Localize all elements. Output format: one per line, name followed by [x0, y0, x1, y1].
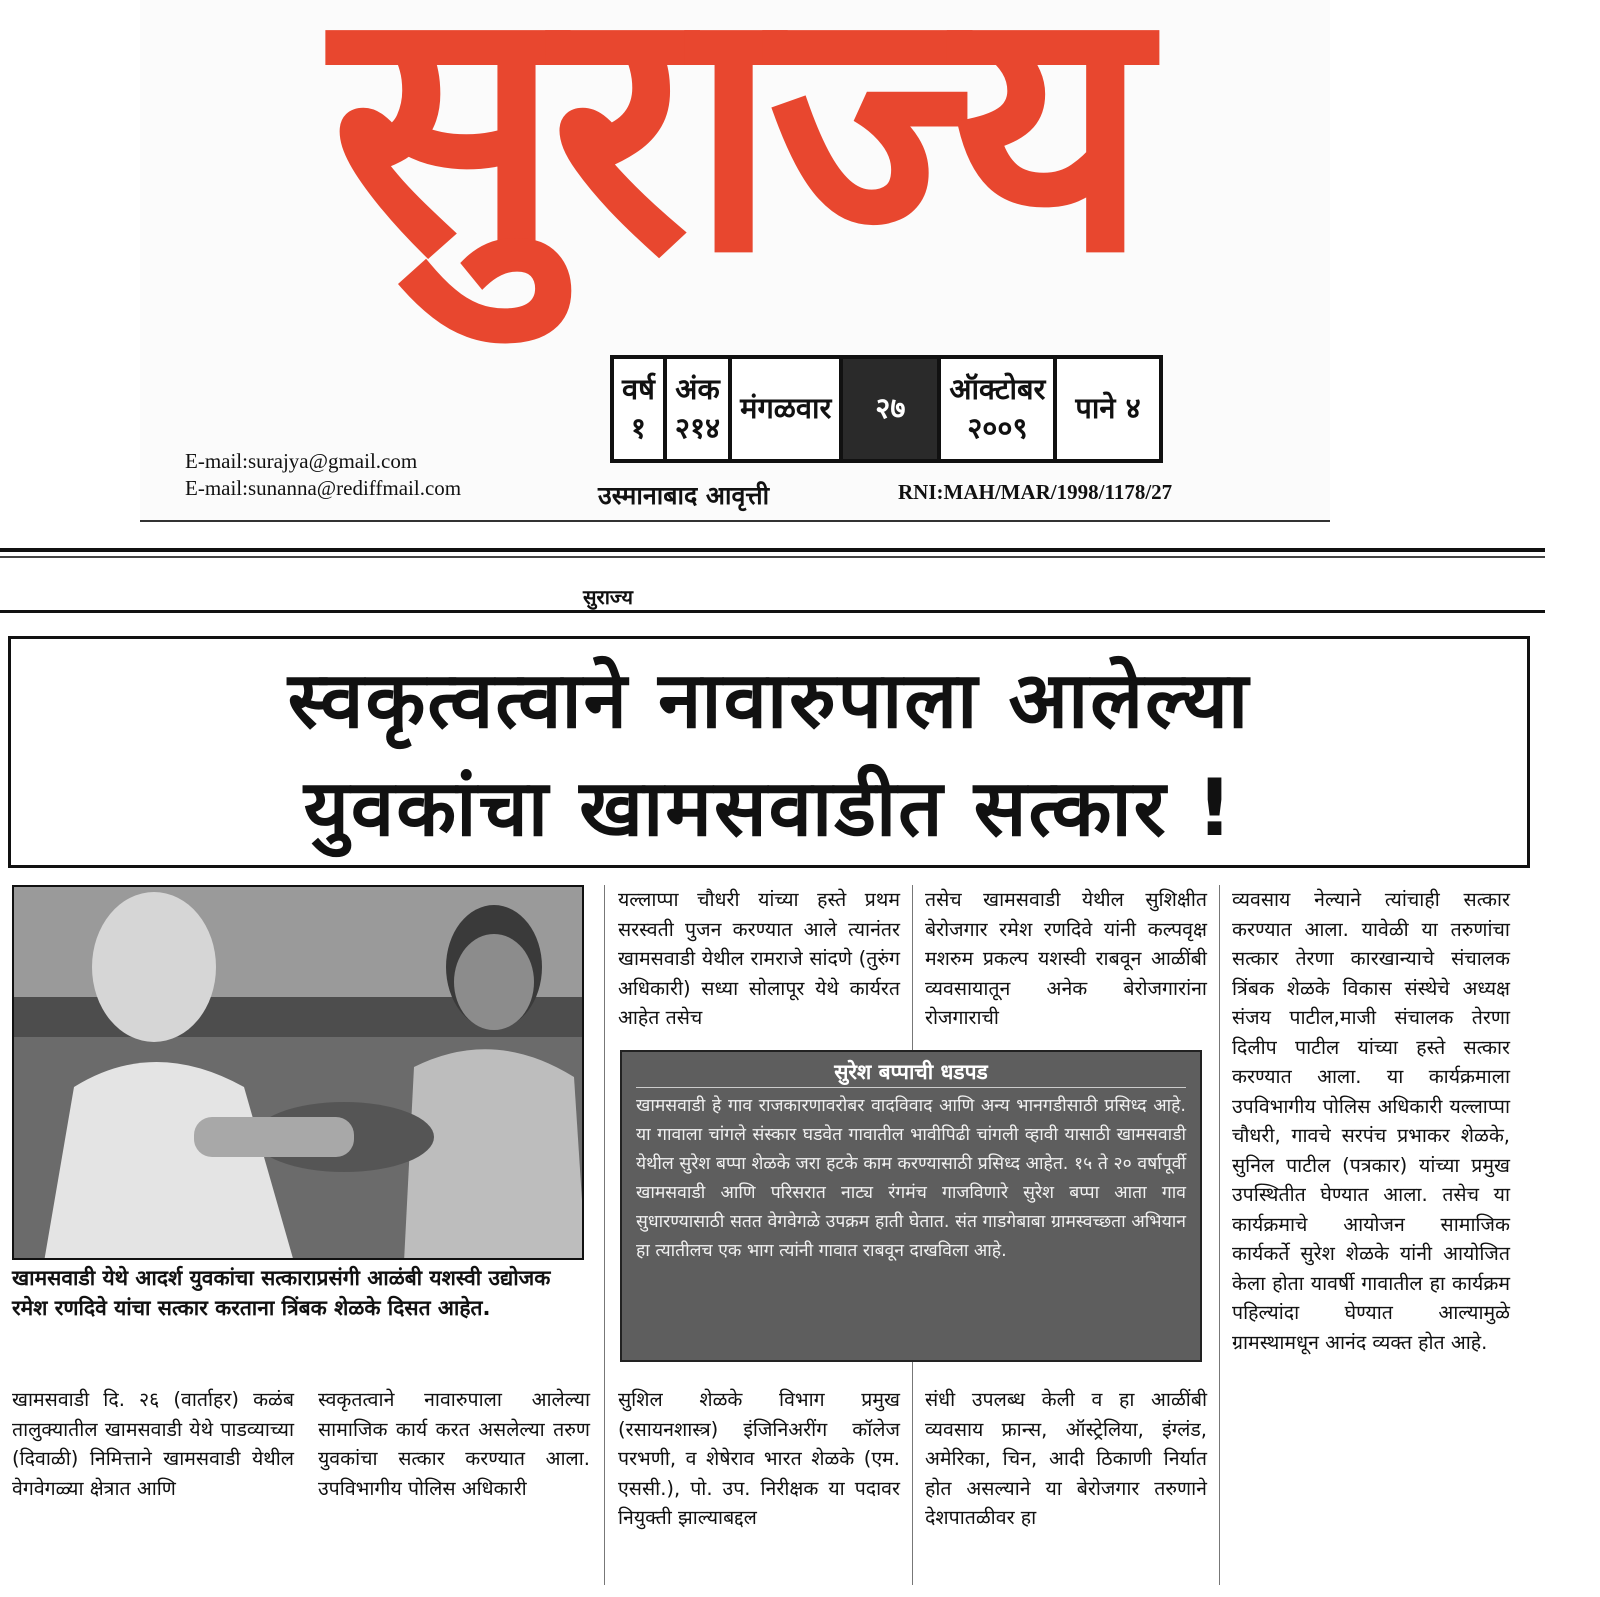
article-column-4-bottom: संधी उपलब्ध केली व हा आळींबी व्यवसाय फ्रान्स, ऑस्ट्रेलिया, इंग्लंड, अमेरिका, चिन, आदी ठिकाणी निर्यात होत असल्याने या बेरोजगार तरुणाने देशपातळीवर हा: [925, 1388, 1207, 1529]
sidebar-box-title: सुरेश बप्पाची धडपड: [636, 1058, 1186, 1088]
article-column-3-bottom: सुशिल शेळके विभाग प्रमुख (रसायनशास्त्र) इंजिनिअरींग कॉलेज परभणी, व शेषेराव भारत शेळके (एम. एससी.), पो. उप. निरीक्षक या पदावर नियुक्ती झाल्याबद्दल: [618, 1388, 900, 1529]
headline-box: [8, 636, 1530, 868]
year-cell: [612, 357, 665, 461]
column-divider-1: [604, 885, 605, 1585]
issue-info-table: [610, 355, 1163, 463]
headline-line-2: युवकांचा खामसवाडीत सत्कार !: [303, 764, 1235, 854]
article-column-2: स्वकृतत्वाने नावारुपाला आलेल्या सामाजिक कार्य करत असलेल्या तरुण युवकांचा सत्कार करण्यात आला. उपविभागीय पोलिस अधिकारी: [318, 1388, 590, 1500]
date-day-cell: २७: [841, 357, 939, 461]
email-block: [185, 448, 461, 502]
issue-label: अंक: [675, 371, 720, 406]
edition-label: उस्मानाबाद आवृत्ती: [598, 481, 770, 510]
article-column-3-top: यल्लाप्पा चौधरी यांच्या हस्ते प्रथम सरस्वती पुजन करण्यात आले त्यानंतर खामसवाडी येथील रामराजे सांदणे (तुरुंग अधिकारी) सध्या सोलापूर येथे कार्यरत आहेत तसेच: [618, 888, 900, 1029]
year: २००९: [967, 411, 1028, 445]
issue-cell: [665, 357, 730, 461]
email-line-2: E-mail:sunanna@rediffmail.com: [185, 476, 462, 500]
sidebar-box: [620, 1050, 1202, 1362]
issue-value: २१४: [674, 411, 721, 445]
year-value: १: [630, 411, 646, 445]
year-label: वर्ष: [622, 371, 655, 406]
rni-number: RNI:MAH/MAR/1998/1178/27: [898, 480, 1173, 504]
email-line-1: E-mail:surajya@gmail.com: [185, 449, 418, 473]
article-column-5: व्यवसाय नेल्याने त्यांचाही सत्कार करण्यात आला. यावेळी या तरुणांचा सत्कार तेरणा कारखान्याचे संचालक त्रिंबक शेळके विकास संस्थेचे अध्यक्ष संजय पाटील,माजी संचालक तेरणा दिलीप पाटील यांच्या हस्ते सत्कार करण्यात आला. या कार्यक्रमाला उपविभागीय पोलिस अधिकारी यल्लाप्पा चौधरी, गावचे सरपंच प्रभाकर शेळके, सुनिल पाटील (पत्रकार) यांच्या प्रमुख उपस्थितीत घेण्यात आला. तसेच या कार्यक्रमाचे आयोजन सामाजिक कार्यकर्ते सुरेश शेळके यांनी आयोजित केला होता यावर्षी गावातील हा कार्यक्रम पहिल्यांदा घेण्यात आल्यामुळे ग्रामस्थामधून आनंद व्यक्त होत आहे.: [1232, 888, 1510, 1354]
page-brand: सुराज्य: [583, 585, 633, 609]
weekday-cell: मंगळवार: [730, 357, 841, 461]
top-rule: [0, 548, 1545, 552]
photo-caption: खामसवाडी येथे आदर्श युवकांचा सत्काराप्रसंगी आळंबी यशस्वी उद्योजक रमेश रणदिवे यांचा सत्कार करताना त्रिंबक शेळके दिसत आहेत.: [12, 1266, 551, 1320]
brand-rule: [0, 610, 1545, 613]
article-column-4-top: तसेच खामसवाडी येथील सुशिक्षीत बेरोजगार रमेश रणदिवे यांनी कल्पवृक्ष मशरुम प्रकल्प यशस्वी राबवून आळींबी व्यवसायातून अनेक बेरोजगारांना रोजगाराची: [925, 888, 1207, 1029]
headline-line-1: स्वकृत्वत्वाने नावारुपाला आलेल्या: [287, 656, 1251, 746]
article-column-1: खामसवाडी दि. २६ (वार्ताहर) कळंब तालुक्यातील खामसवाडी येथे पाडव्याच्या (दिवाळी) निमित्ताने खामसवाडी येथील वेगवेगळ्या क्षेत्रात आणि: [12, 1388, 294, 1500]
news-photo: [12, 885, 584, 1260]
photo-illustration: [14, 887, 584, 1260]
newspaper-logo: सुराज्य: [330, 0, 1140, 328]
top-rule-thin: [0, 556, 1545, 558]
sidebar-box-body: खामसवाडी हे गाव राजकारणावरोबर वादविवाद आणि अन्य भानगडीसाठी प्रसिध्द आहे. या गावाला चांगले संस्कार घडवेत गावातील भावीपिढी चांगली व्हावी यासाठी खामसवाडी येथील सुरेश बप्पा शेळके जरा हटके काम करण्यासाठी प्रसिध्द आहेत. १५ ते २० वर्षापूर्वी खामसवाडी आणि परिसरात नाट्य रंगमंच गाजविणारे सुरेश बप्पा आता गाव सुधारण्यासाठी सतत वेगवेगळे उपक्रम हाती घेतात. संत गाडगेबाबा ग्रामस्वच्छता अभियान हा त्यातीलच एक भाग त्यांनी गावात राबवून दाखविला आहे.: [636, 1096, 1186, 1261]
month-year-cell: [939, 357, 1055, 461]
column-divider-3: [1219, 885, 1220, 1585]
pages-cell: पाने ४: [1055, 357, 1160, 461]
month: ऑक्टोबर: [949, 371, 1046, 406]
masthead: [140, 0, 1330, 522]
